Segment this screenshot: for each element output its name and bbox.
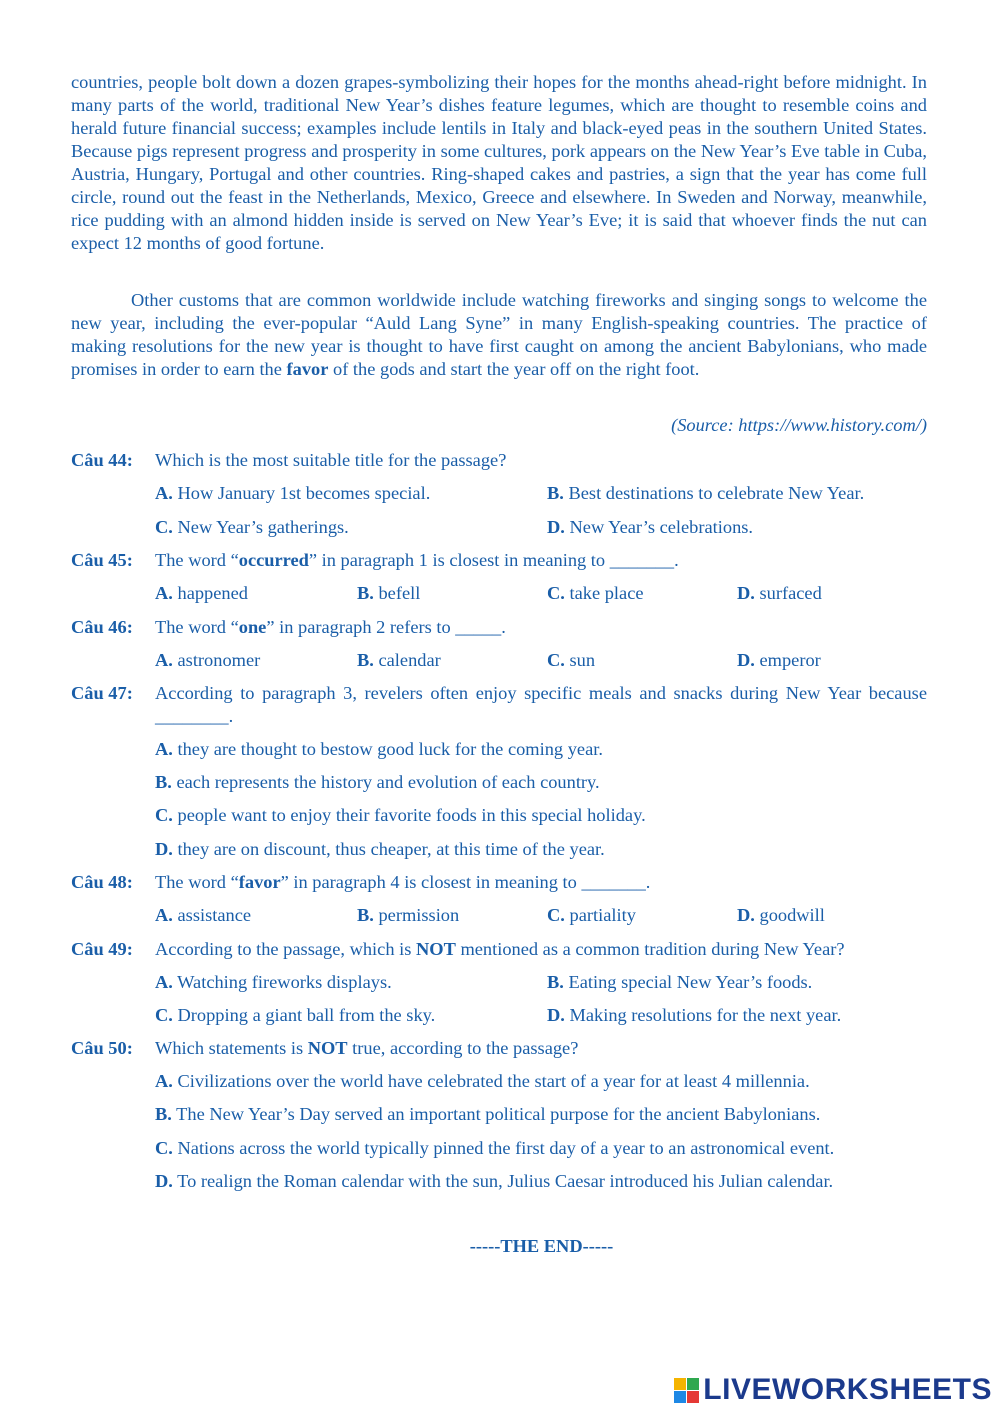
option-letter: D.	[737, 583, 755, 603]
q44-option-d[interactable]	[547, 516, 753, 539]
question-text-start: According to the passage, which is	[155, 939, 416, 959]
option-letter: A.	[155, 483, 173, 503]
option-letter: D.	[737, 905, 755, 925]
question-text	[155, 549, 927, 572]
question-text-start: The word “	[155, 550, 239, 570]
q48-option-d[interactable]	[737, 904, 825, 927]
question-text-end: ” in paragraph 4 is closest in meaning to _______.	[280, 872, 651, 892]
q48-option-a[interactable]	[155, 904, 251, 927]
question-text-end: ” in paragraph 2 refers to _____.	[266, 617, 506, 637]
option-text: people want to enjoy their favorite foods in this special holiday.	[177, 805, 646, 825]
option-letter: A.	[155, 1071, 173, 1091]
option-letter: C.	[547, 583, 565, 603]
question-47	[71, 682, 927, 728]
option-letter: A.	[155, 583, 173, 603]
option-text: they are thought to bestow good luck for the coming year.	[177, 739, 603, 759]
option-text: they are on discount, thus cheaper, at this time of the year.	[177, 839, 605, 859]
q48-option-c[interactable]	[547, 904, 636, 927]
question-text	[155, 616, 927, 639]
option-text: befell	[378, 583, 421, 603]
question-keyword: NOT	[307, 1038, 348, 1058]
q44-option-b[interactable]	[547, 482, 864, 505]
q45-option-a[interactable]	[155, 582, 248, 605]
q50-option-a[interactable]	[155, 1070, 810, 1093]
option-letter: D.	[547, 517, 565, 537]
option-letter: D.	[737, 650, 755, 670]
option-text: Dropping a giant ball from the sky.	[177, 1005, 436, 1025]
option-text: partiality	[569, 905, 636, 925]
option-text: How January 1st becomes special.	[177, 483, 431, 503]
paragraph-4-text-start: Other customs that are common worldwide include watching fireworks and singing songs to welcome the new year, including the ever-popular “Auld Lang Syne” in many English-speaking countries. The practice of making resolutions for the new year is thought to have first caught on among the ancient Babylonians, who made promises in order to earn the	[71, 290, 927, 379]
question-44	[71, 449, 927, 472]
option-text: calendar	[378, 650, 441, 670]
question-text-end: mentioned as a common tradition during New Year?	[455, 939, 845, 959]
option-text: New Year’s gatherings.	[177, 517, 349, 537]
option-text: Best destinations to celebrate New Year.	[568, 483, 865, 503]
option-text: each represents the history and evolution of each country.	[176, 772, 600, 792]
liveworksheets-logo[interactable]	[674, 1373, 992, 1407]
question-text-start: The word “	[155, 872, 239, 892]
option-letter: B.	[155, 772, 172, 792]
question-number: Câu 47:	[71, 683, 133, 703]
q46-option-c[interactable]	[547, 649, 595, 672]
logo-square-green	[687, 1378, 699, 1390]
option-text: happened	[177, 583, 248, 603]
option-letter: C.	[155, 517, 173, 537]
the-end-marker: -----THE END-----	[469, 1236, 614, 1256]
option-letter: C.	[155, 805, 173, 825]
q45-option-d[interactable]	[737, 582, 822, 605]
option-letter: A.	[155, 739, 173, 759]
q48-option-b[interactable]	[357, 904, 459, 927]
logo-square-blue	[674, 1391, 686, 1403]
option-letter: C.	[155, 1005, 173, 1025]
logo-square-yellow	[674, 1378, 686, 1390]
question-text	[155, 938, 927, 961]
option-text: Watching fireworks displays.	[177, 972, 392, 992]
q47-option-b[interactable]	[155, 771, 600, 794]
q49-option-a[interactable]	[155, 971, 392, 994]
option-text: surfaced	[759, 583, 822, 603]
option-text: New Year’s celebrations.	[569, 517, 754, 537]
question-49	[71, 938, 927, 961]
question-45	[71, 549, 927, 572]
option-text: astronomer	[177, 650, 261, 670]
question-text-start: The word “	[155, 617, 239, 637]
option-text: The New Year’s Day served an important political purpose for the ancient Babylonians.	[176, 1104, 821, 1124]
q44-option-c[interactable]	[155, 516, 349, 539]
option-letter: D.	[155, 1171, 173, 1191]
logo-grid-icon	[674, 1378, 699, 1403]
question-text-start: Which statements is	[155, 1038, 308, 1058]
q46-option-a[interactable]	[155, 649, 260, 672]
question-number: Câu 45:	[71, 550, 133, 570]
q46-option-b[interactable]	[357, 649, 441, 672]
question-50	[71, 1037, 927, 1060]
option-text: assistance	[177, 905, 252, 925]
question-keyword: favor	[238, 872, 281, 892]
passage-paragraph-3: countries, people bolt down a dozen grapes-symbolizing their hopes for the months ahead-right before midnight. In many parts of the world, traditional New Year’s dishes feature legumes, which are thought to resemble coins and herald future financial success; examples include lentils in Italy and black-eyed peas in the southern United States. Because pigs represent progress and prosperity in some cultures, pork appears on the New Year’s Eve table in Cuba, Austria, Hungary, Portugal and other countries. Ring-shaped cakes and pastries, a sign that the year has come full circle, round out the feast in the Netherlands, Mexico, Greece and elsewhere. In Sweden and Norway, meanwhile, rice pudding with an almond hidden inside is served on New Year’s Eve; it is said that whoever finds the nut can expect 12 months of good fortune.	[71, 72, 927, 253]
option-letter: B.	[357, 583, 374, 603]
question-keyword: NOT	[415, 939, 456, 959]
option-letter: B.	[357, 905, 374, 925]
option-letter: B.	[155, 1104, 172, 1124]
q47-option-a[interactable]	[155, 738, 603, 761]
q50-option-b[interactable]	[155, 1103, 820, 1126]
paragraph-4-bold-word: favor	[286, 359, 329, 379]
option-text: emperor	[759, 650, 821, 670]
question-text-end: true, according to the passage?	[347, 1038, 579, 1058]
option-letter: C.	[547, 905, 565, 925]
q49-option-c[interactable]	[155, 1004, 435, 1027]
q50-option-c[interactable]	[155, 1137, 834, 1160]
question-text: According to paragraph 3, revelers often enjoy specific meals and snacks during New Year because ________.	[155, 683, 927, 726]
option-text: Eating special New Year’s foods.	[568, 972, 813, 992]
q45-option-c[interactable]	[547, 582, 644, 605]
q49-option-d[interactable]	[547, 1004, 841, 1027]
option-letter: C.	[547, 650, 565, 670]
q45-option-b[interactable]	[357, 582, 420, 605]
q46-option-d[interactable]	[737, 649, 821, 672]
question-text	[155, 1037, 927, 1060]
option-letter: B.	[547, 972, 564, 992]
option-text: sun	[569, 650, 596, 670]
paragraph-4-text-end: of the gods and start the year off on the right foot.	[333, 359, 700, 379]
question-number: Câu 48:	[71, 872, 133, 892]
option-letter: B.	[547, 483, 564, 503]
question-number: Câu 49:	[71, 939, 133, 959]
option-text: take place	[569, 583, 644, 603]
option-text: Nations across the world typically pinned the first day of a year to an astronomical event.	[177, 1138, 835, 1158]
option-text: Civilizations over the world have celebrated the start of a year for at least 4 millennia.	[177, 1071, 810, 1091]
option-letter: C.	[155, 1138, 173, 1158]
option-letter: A.	[155, 650, 173, 670]
q47-option-c[interactable]	[155, 804, 646, 827]
q49-option-b[interactable]	[547, 971, 812, 994]
option-text: To realign the Roman calendar with the sun, Julius Caesar introduced his Julian calendar.	[177, 1171, 834, 1191]
q44-option-a[interactable]	[155, 482, 430, 505]
question-number: Câu 50:	[71, 1038, 133, 1058]
question-keyword: one	[238, 617, 267, 637]
question-text-end: ” in paragraph 1 is closest in meaning to _______.	[308, 550, 679, 570]
question-text	[155, 871, 927, 894]
brand-name: LIVEWORKSHEETS	[703, 1373, 992, 1406]
q47-option-d[interactable]	[155, 838, 605, 861]
option-letter: A.	[155, 905, 173, 925]
question-number: Câu 46:	[71, 617, 133, 637]
source-citation: (Source: https://www.history.com/)	[671, 415, 927, 435]
question-keyword: occurred	[238, 550, 309, 570]
passage-paragraph-4	[71, 289, 927, 381]
option-text: Making resolutions for the next year.	[569, 1005, 842, 1025]
option-letter: A.	[155, 972, 173, 992]
option-text: goodwill	[759, 905, 825, 925]
q50-option-d[interactable]	[155, 1170, 833, 1193]
question-46	[71, 616, 927, 639]
option-letter: D.	[155, 839, 173, 859]
question-48	[71, 871, 927, 894]
question-number: Câu 44:	[71, 450, 133, 470]
option-letter: B.	[357, 650, 374, 670]
option-text: permission	[378, 905, 460, 925]
logo-square-red	[687, 1391, 699, 1403]
question-text: Which is the most suitable title for the passage?	[155, 450, 507, 470]
option-letter: D.	[547, 1005, 565, 1025]
